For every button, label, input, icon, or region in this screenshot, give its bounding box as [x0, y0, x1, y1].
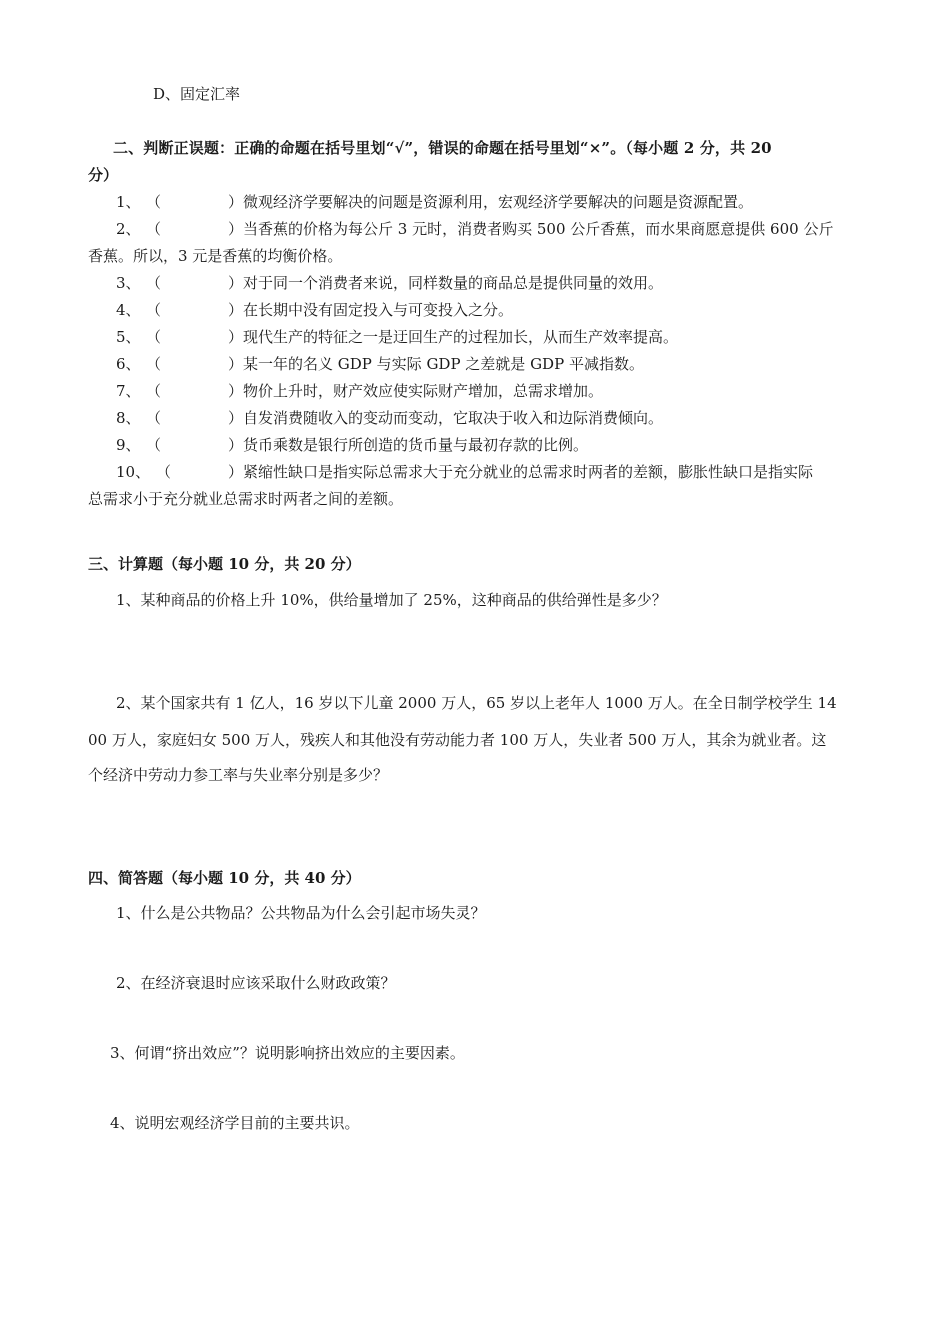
tf-item-9: 9、 （ ）货币乘数是银行所创造的货币量与最初存款的比例。 [116, 436, 589, 454]
section2-heading: 二、判断正误题：正确的命题在括号里划“√”，错误的命题在括号里划“×”。（每小题 2 分，共 20 [113, 139, 772, 157]
tf-item-10-cont: 总需求小于充分就业总需求时两者之间的差额。 [88, 490, 404, 508]
calc-question-2-cont2: 个经济中劳动力参工率与失业率分别是多少？ [88, 766, 389, 784]
tf-item-3: 3、 （ ）对于同一个消费者来说，同样数量的商品总是提供同量的效用。 [116, 274, 664, 292]
tf-item-text: 微观经济学要解决的问题是资源利用，宏观经济学要解决的问题是资源配置。 [243, 193, 754, 211]
short-question-3: 3、何谓“挤出效应”？说明影响挤出效应的主要因素。 [110, 1044, 465, 1062]
section3-heading: 三、计算题（每小题 10 分，共 20 分） [88, 555, 361, 573]
tf-item-2-cont: 香蕉。所以，3 元是香蕉的均衡价格。 [88, 247, 343, 265]
tf-item-text: 当香蕉的价格为每公斤 3 元时，消费者购买 500 公斤香蕉，而水果商愿意提供 600 公斤 [243, 220, 834, 238]
tf-item-6: 6、 （ ）某一年的名义 GDP 与实际 GDP 之差就是 GDP 平减指数。 [116, 355, 644, 373]
section2-heading-cont: 分） [88, 166, 119, 184]
calc-question-1: 1、某种商品的价格上升 10%，供给量增加了 25%，这种商品的供给弹性是多少？ [116, 591, 667, 609]
tf-item-2: 2、 （ ）当香蕉的价格为每公斤 3 元时，消费者购买 500 公斤香蕉，而水果商愿意提供 600 公斤 [116, 220, 834, 238]
tf-item-8: 8、 （ ）自发消费随收入的变动而变动，它取决于收入和边际消费倾向。 [116, 409, 664, 427]
section4-heading: 四、简答题（每小题 10 分，共 40 分） [88, 869, 361, 887]
short-question-2: 2、在经济衰退时应该采取什么财政政策？ [116, 974, 396, 992]
calc-question-2: 2、某个国家共有 1 亿人，16 岁以下儿童 2000 万人，65 岁以上老年人 1000 万人。在全日制学校学生 14 [116, 694, 837, 712]
calc-question-2-cont: 00 万人，家庭妇女 500 万人，残疾人和其他没有劳动能力者 100 万人，失业者 500 万人，其余为就业者。这 [88, 731, 827, 749]
tf-item-10: 10、 （ ）紧缩性缺口是指实际总需求大于充分就业的总需求时两者的差额，膨胀性缺口是指实际 [116, 463, 814, 481]
short-question-4: 4、说明宏观经济学目前的主要共识。 [110, 1114, 360, 1132]
tf-item-7: 7、 （ ）物价上升时，财产效应使实际财产增加，总需求增加。 [116, 382, 604, 400]
tf-item-4: 4、 （ ）在长期中没有固定投入与可变投入之分。 [116, 301, 514, 319]
short-question-1: 1、什么是公共物品？公共物品为什么会引起市场失灵？ [116, 904, 486, 922]
tf-item-1: 1、 （ ）微观经济学要解决的问题是资源利用，宏观经济学要解决的问题是资源配置。 [116, 193, 754, 211]
option-d: D、固定汇率 [153, 85, 241, 103]
tf-item-5: 5、 （ ）现代生产的特征之一是迂回生产的过程加长，从而生产效率提高。 [116, 328, 679, 346]
